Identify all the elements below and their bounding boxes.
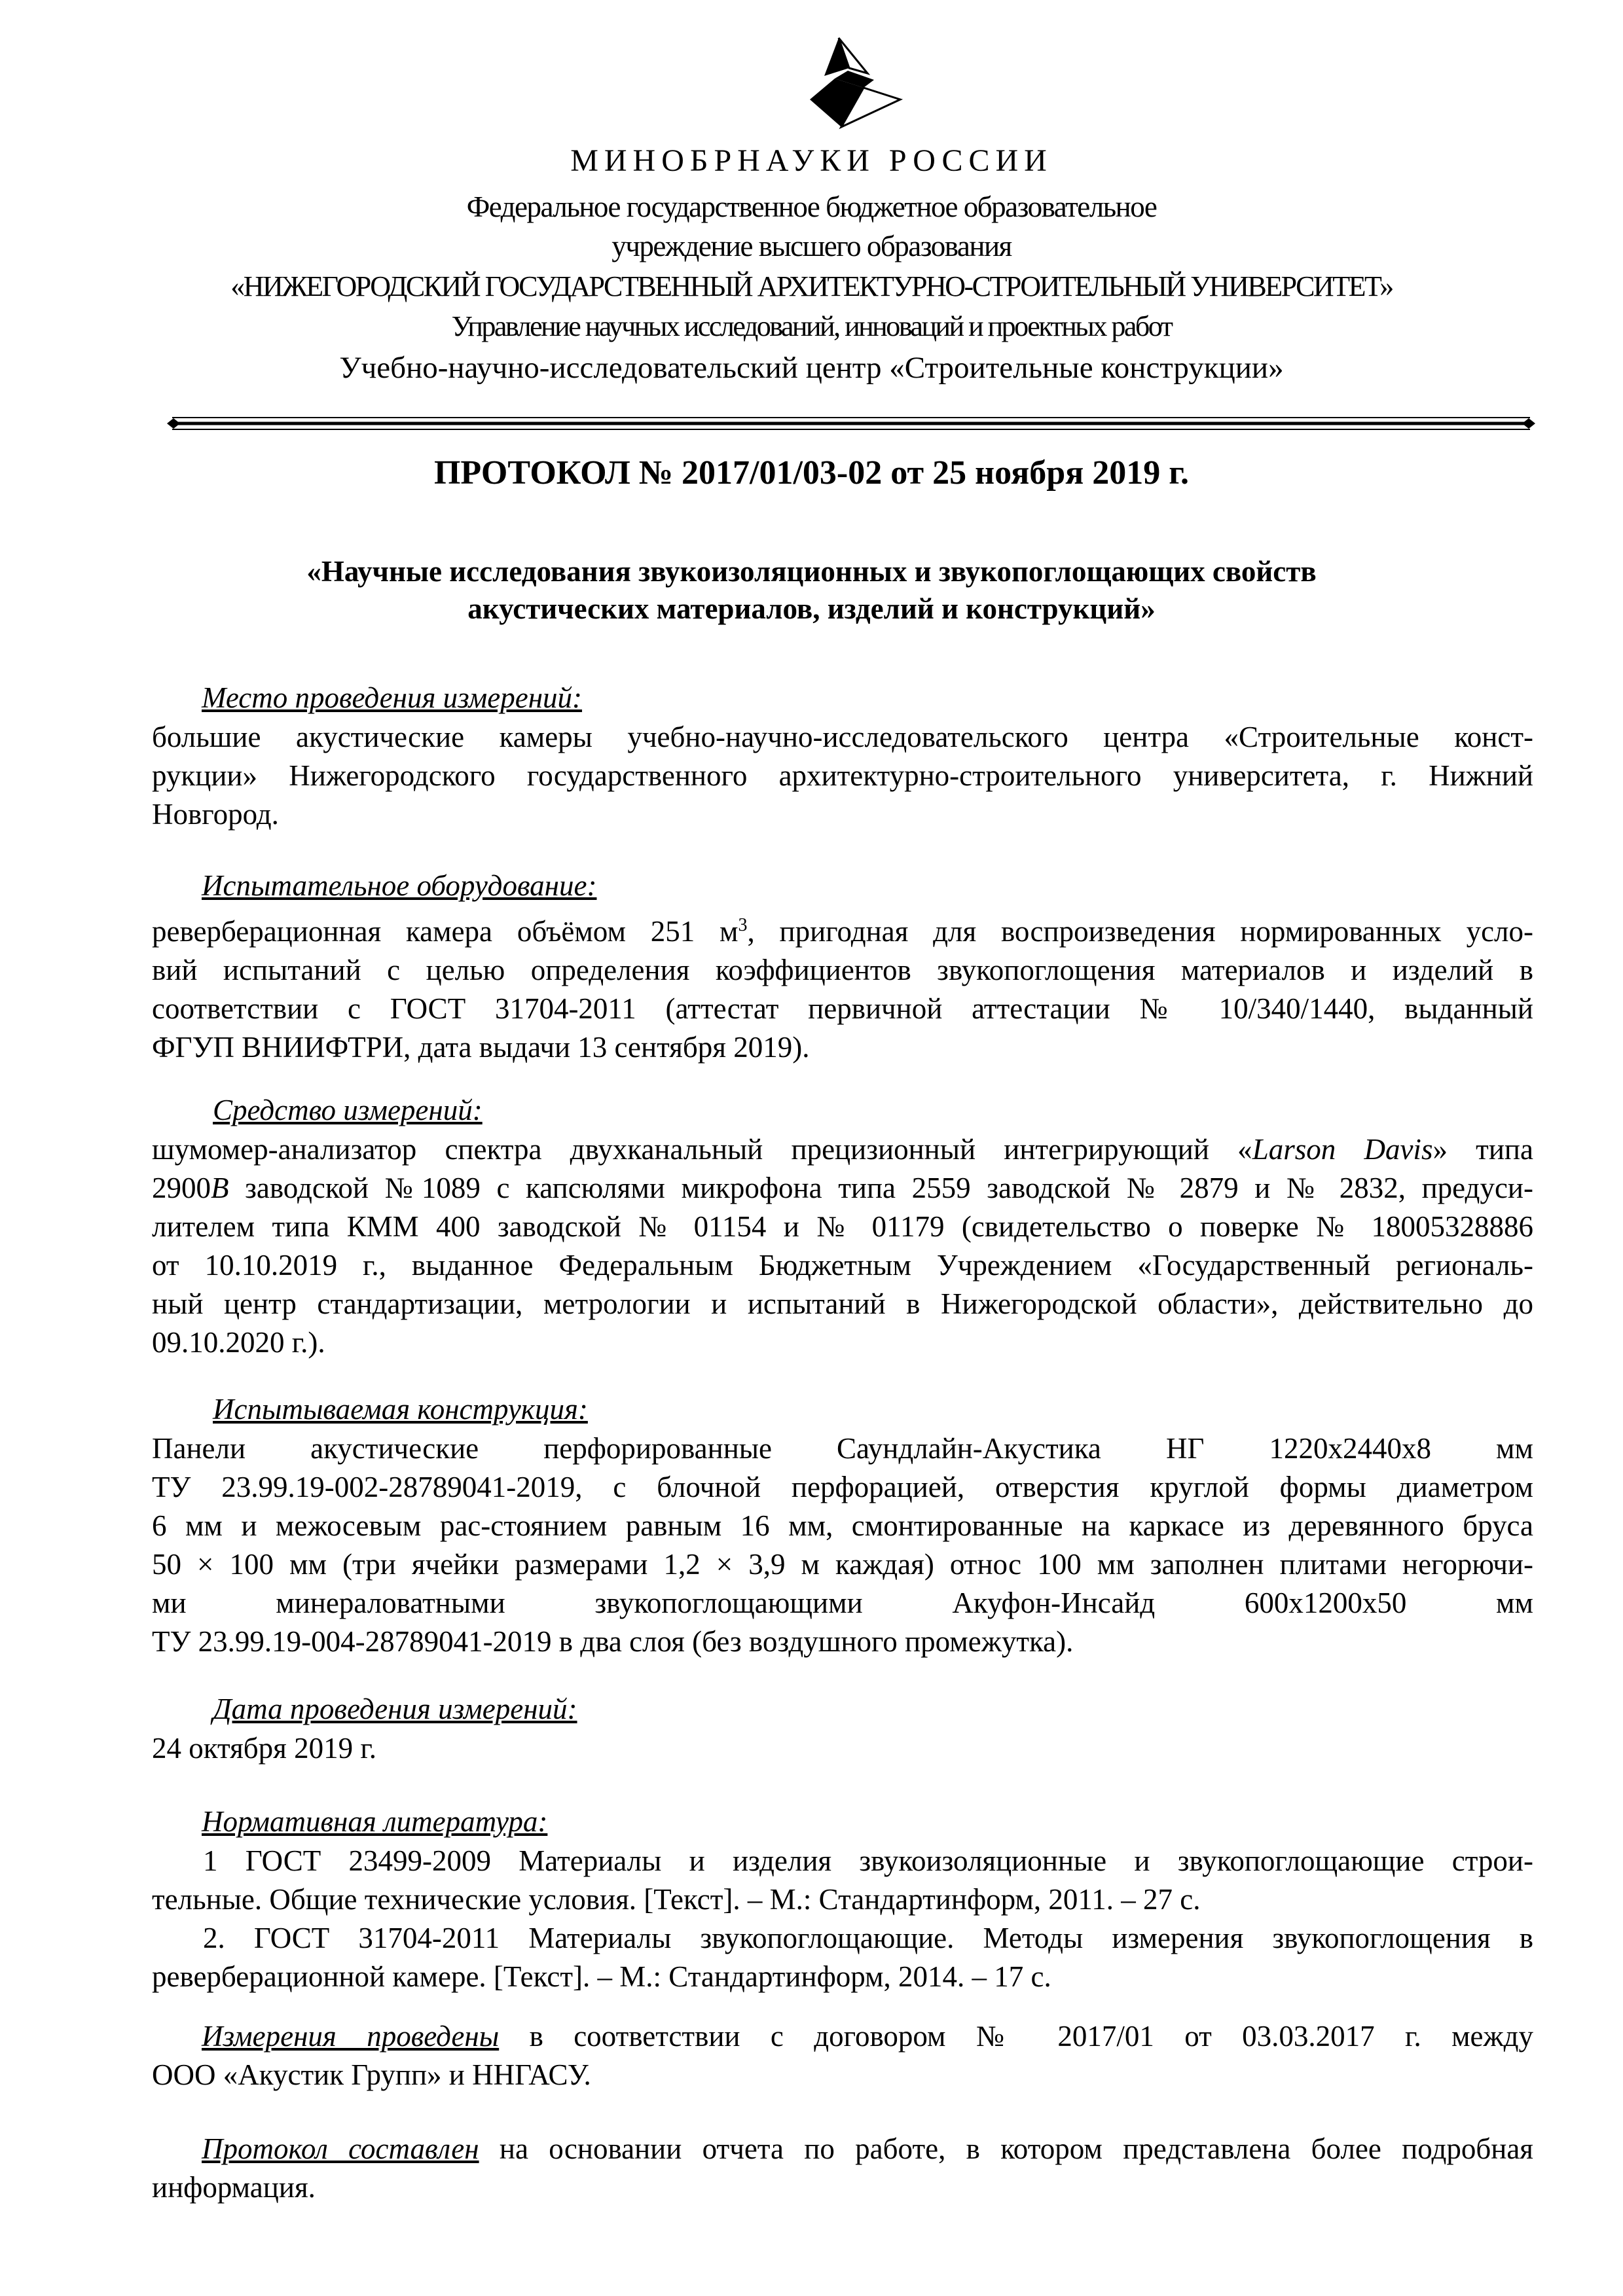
text-line: ФГУП ВНИИФТРИ, дата выдачи 13 сентября 2019). — [152, 1031, 810, 1064]
text-line: Протокол составлен на основании отчета по работе, в котором представлена более подробная — [202, 2132, 1533, 2165]
research-topic-line: «Научные исследования звукоизоляционных и звукопоглощающих свойств — [306, 555, 1317, 588]
text-line: лителем типа КММ 400 заводской № 01154 и № 01179 (свидетельство о поверке № 18005328886 — [152, 1210, 1533, 1243]
text-line: Панели акустические перфорированные Саундлайн-Акустика НГ 1220х2440х8 мм — [152, 1432, 1533, 1465]
instrument-heading: Средство измерений: — [213, 1094, 483, 1126]
text-line: вий испытаний с целью определения коэффициентов звукопоглощения материалов и изделий в — [152, 954, 1533, 986]
literature-item: 1 ГОСТ 23499-2009 Материалы и изделия звукоизоляционные и звукопоглощающие строи- — [203, 1844, 1533, 1877]
construction-heading: Испытываемая конструкция: — [213, 1393, 588, 1426]
instrument-text — [152, 1130, 1533, 1362]
text-line: рукции» Нижегородского государственного архитектурно-строительного университета, г. Нижний — [152, 759, 1533, 792]
literature-item: 2. ГОСТ 31704-2011 Материалы звукопоглощающие. Методы измерения звукопоглощения в — [203, 1922, 1533, 1954]
protocol-title: ПРОТОКОЛ № 2017/01/03-02 от 25 ноября 2019 г. — [433, 454, 1190, 492]
literature-heading: Нормативная литература: — [202, 1805, 548, 1838]
ministry-name: МИНОБРНАУКИ РОССИИ — [570, 143, 1053, 178]
date-text — [152, 1729, 1533, 1768]
university-logo-icon — [795, 34, 936, 132]
text-line: большие акустические камеры учебно-научно-исследовательского центра «Строительные конст- — [152, 721, 1533, 753]
text-line: Измерения проведены в соответствии с договором № 2017/01 от 03.03.2017 г. между — [202, 2020, 1534, 2053]
text-line: соответствии с ГОСТ 31704-2011 (аттестат первичной аттестации № 10/340/1440, выданный — [152, 992, 1533, 1025]
place-heading: Место проведения измерений: — [202, 681, 583, 714]
contract-text — [152, 2017, 1533, 2094]
literature-list — [152, 1842, 1533, 1996]
text-line: ный центр стандартизации, метрологии и испытаний в Нижегородской области», действительно до — [152, 1287, 1533, 1320]
institution-level-line: учреждение высшего образования — [611, 230, 1012, 262]
text-line: ТУ 23.99.19-002-28789041-2019, с блочной перфорацией, отверстия круглой формы диаметром — [152, 1471, 1533, 1503]
text-line: 2900B заводской №1089 с капсюлями микрофона типа 2559 заводской № 2879 и № 2832, предуси- — [152, 1172, 1533, 1204]
place-text — [152, 718, 1533, 834]
research-topic-line: акустических материалов, изделий и конструкций» — [467, 592, 1156, 625]
construction-text — [152, 1429, 1533, 1661]
university-name: «НИЖЕГОРОДСКИЙ ГОСУДАРСТВЕННЫЙ АРХИТЕКТУРНО-СТРОИТЕЛЬНЫЙ УНИВЕРСИТЕТ» — [230, 270, 1393, 302]
text-line: Новгород. — [152, 798, 279, 831]
text-line: 50 × 100 мм (три ячейки размерами 1,2 × 3,9 м каждая) относ 100 мм заполнен плитами негорючи- — [152, 1548, 1533, 1581]
report-text — [152, 2130, 1533, 2207]
text-line: ми минераловатными звукопоглощающими Акуфон-Инсайд 600х1200х50 мм — [152, 1587, 1533, 1619]
text-line: ТУ 23.99.19-004-28789041-2019 в два слоя (без воздушного промежутка). — [152, 1625, 1074, 1658]
header-separator — [167, 414, 1535, 433]
institution-type-line: Федеральное государственное бюджетное образовательное — [466, 190, 1157, 223]
department-name: Управление научных исследований, инноваций и проектных работ — [451, 310, 1172, 342]
text-line: реверберационная камера объёмом 251 $м^3$, пригодная для воспроизведения нормированных усло- — [152, 915, 1533, 948]
date-heading: Дата проведения измерений: — [213, 1693, 577, 1725]
measurement-date: 24 октября 2019 г. — [152, 1732, 377, 1765]
text-line: 6 мм и межосевым рас-стоянием равным 16 мм, смонтированные на каркасе из деревянного бруса — [152, 1509, 1533, 1542]
research-topic — [0, 553, 1623, 628]
equipment-text — [152, 906, 1533, 1067]
center-name: Учебно-научно-исследовательский центр «Строительные конструкции» — [339, 351, 1284, 385]
text-line: информация. — [152, 2171, 316, 2204]
text-line: от 10.10.2019 г., выданное Федеральным Бюджетным Учреждением «Государственный региональ- — [152, 1249, 1533, 1282]
text-line: шумомер-анализатор спектра двухканальный прецизионный интегрирующий «Larson Davis» типа — [152, 1133, 1533, 1166]
literature-item: тельные. Общие технические условия. [Текст]. – М.: Стандартинформ, 2011. – 27 с. — [152, 1883, 1201, 1916]
text-line: 09.10.2020 г.). — [152, 1326, 325, 1359]
equipment-heading: Испытательное оборудование: — [202, 869, 597, 902]
text-line: ООО «Акустик Групп» и ННГАСУ. — [152, 2058, 591, 2091]
literature-item: реверберационной камере. [Текст]. – М.: Стандартинформ, 2014. – 17 с. — [152, 1960, 1051, 1993]
